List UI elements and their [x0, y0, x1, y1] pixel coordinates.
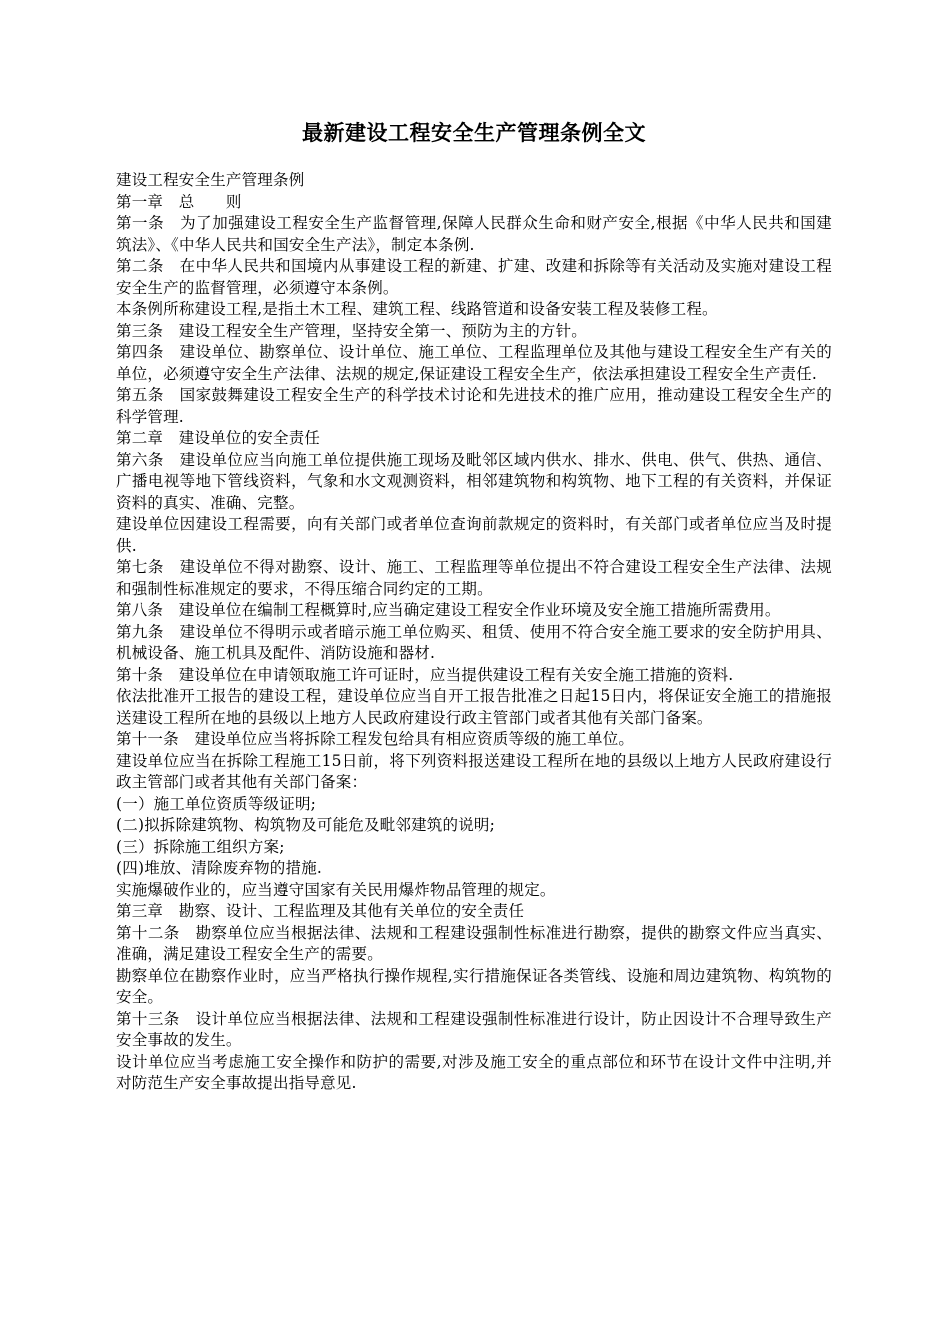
article-13: 第十三条 设计单位应当根据法律、法规和工程建设强制性标准进行设计，防止因设计不合理导致生产安全事故的发生。	[116, 1009, 832, 1049]
paragraph-regulation-name: 建设工程安全生产管理条例	[116, 171, 305, 189]
article-12: 第十二条 勘察单位应当根据法律、法规和工程建设强制性标准进行勘察，提供的勘察文件应当真实、准确，满足建设工程安全生产的需要。	[116, 923, 832, 963]
document-body	[116, 170, 832, 1095]
paragraph-article-13-cont: 设计单位应当考虑施工安全操作和防护的需要,对涉及施工安全的重点部位和环节在设计文件中注明,并对防范生产安全事故提出指导意见.	[116, 1052, 832, 1092]
paragraph-article-11-cont: 建设单位应当在拆除工程施工15日前，将下列资料报送建设工程所在地的县级以上地方人民政府建设行政主管部门或者其他有关部门备案：	[116, 751, 832, 791]
paragraph-blasting: 实施爆破作业的，应当遵守国家有关民用爆炸物品管理的规定。	[116, 880, 556, 899]
paragraph-article-10-cont: 依法批准开工报告的建设工程，建设单位应当自开工报告批准之日起15日内，将保证安全施工的措施报送建设工程所在地的县级以上地方人民政府建设行政主管部门或者其他有关部门备案。	[116, 687, 832, 727]
article-8: 第八条 建设单位在编制工程概算时,应当确定建设工程安全作业环境及安全施工措施所需费用。	[116, 601, 781, 619]
document-title: 最新建设工程安全生产管理条例全文	[302, 121, 646, 145]
article-1: 第一条 为了加强建设工程安全生产监督管理,保障人民群众生命和财产安全,根据《中华人民共和国建筑法》、《中华人民共和国安全生产法》，制定本条例.	[116, 214, 832, 254]
chapter-heading-1: 第一章 总 则	[116, 192, 242, 211]
paragraph-definition: 本条例所称建设工程,是指土木工程、建筑工程、线路管道和设备安装工程及装修工程。	[116, 300, 718, 318]
list-item-3: (三）拆除施工组织方案;	[116, 837, 285, 856]
list-item-4: (四)堆放、清除废弃物的措施.	[116, 859, 323, 877]
chapter-heading-3: 第三章 勘察、设计、工程监理及其他有关单位的安全责任	[116, 902, 525, 920]
article-4: 第四条 建设单位、勘察单位、设计单位、施工单位、工程监理单位及其他与建设工程安全生产有关的单位，必须遵守安全生产法律、法规的规定,保证建设工程安全生产，依法承担建设工程安全生产责任.	[116, 343, 832, 383]
article-9: 第九条 建设单位不得明示或者暗示施工单位购买、租赁、使用不符合安全施工要求的安全防护用具、机械设备、施工机具及配件、消防设施和器材.	[116, 622, 832, 662]
article-2: 第二条 在中华人民共和国境内从事建设工程的新建、扩建、改建和拆除等有关活动及实施对建设工程安全生产的监督管理，必须遵守本条例。	[116, 257, 832, 297]
document-page	[116, 112, 832, 1095]
article-11: 第十一条 建设单位应当将拆除工程发包给具有相应资质等级的施工单位。	[116, 730, 635, 748]
paragraph-article-6-cont: 建设单位因建设工程需要，向有关部门或者单位查询前款规定的资料时，有关部门或者单位应当及时提供.	[116, 515, 832, 555]
article-5: 第五条 国家鼓舞建设工程安全生产的科学技术讨论和先进技术的推广应用，推动建设工程安全生产的科学管理.	[116, 386, 832, 426]
article-10: 第十条 建设单位在申请领取施工许可证时，应当提供建设工程有关安全施工措施的资料.	[116, 665, 734, 684]
article-3: 第三条 建设工程安全生产管理，坚持安全第一、预防为主的方针。	[116, 321, 588, 340]
article-7: 第七条 建设单位不得对勘察、设计、施工、工程监理等单位提出不符合建设工程安全生产法律、法规和强制性标准规定的要求，不得压缩合同约定的工期。	[116, 558, 832, 598]
list-item-1: (一）施工单位资质等级证明;	[116, 794, 317, 813]
chapter-heading-2: 第二章 建设单位的安全责任	[116, 429, 321, 447]
paragraph-article-12-cont: 勘察单位在勘察作业时，应当严格执行操作规程,实行措施保证各类管线、设施和周边建筑物、构筑物的安全。	[116, 966, 832, 1006]
list-item-2: (二)拟拆除建筑物、构筑物及可能危及毗邻建筑的说明;	[116, 816, 496, 834]
article-6: 第六条 建设单位应当向施工单位提供施工现场及毗邻区域内供水、排水、供电、供气、供热、通信、广播电视等地下管线资料，气象和水文观测资料，相邻建筑物和构筑物、地下工程的有关资料，并保证资料的真实、准确、完整。	[116, 450, 832, 512]
